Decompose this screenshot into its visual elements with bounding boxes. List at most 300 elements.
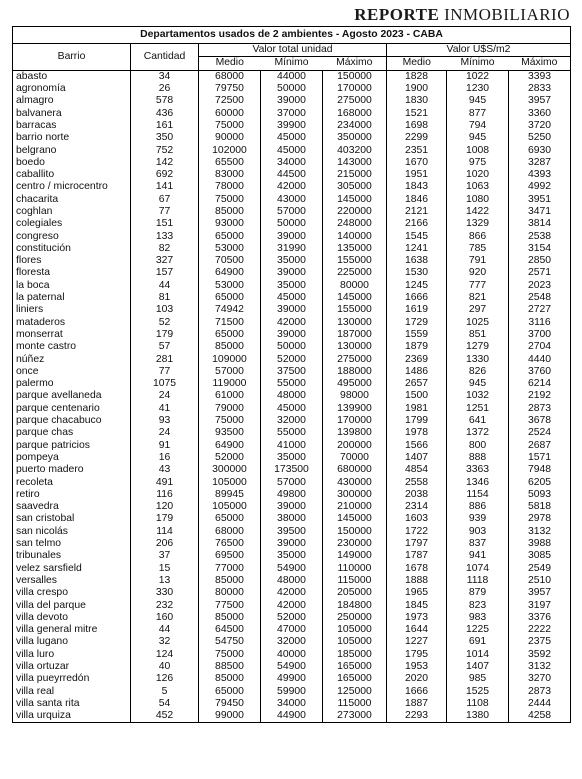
cell-cantidad: 77 (131, 206, 199, 218)
cell-usd-medio: 1619 (387, 304, 447, 316)
cell-usd-minimo: 1251 (447, 403, 509, 415)
table-row (13, 513, 571, 525)
cell-usd-maximo: 3085 (509, 550, 571, 562)
cell-usd-maximo: 2510 (509, 575, 571, 587)
cell-usd-minimo: 1014 (447, 649, 509, 661)
cell-usd-medio: 4854 (387, 464, 447, 476)
cell-usd-maximo: 2023 (509, 280, 571, 292)
cell-cantidad: 44 (131, 280, 199, 292)
cell-total-minimo: 34000 (261, 698, 323, 710)
cell-total-maximo: 168000 (323, 107, 387, 119)
cell-usd-medio: 1981 (387, 403, 447, 415)
cell-total-minimo: 52000 (261, 612, 323, 624)
cell-total-minimo: 55000 (261, 427, 323, 439)
cell-usd-medio: 2121 (387, 206, 447, 218)
cell-usd-medio: 1666 (387, 685, 447, 697)
cell-total-medio: 65000 (199, 513, 261, 525)
table-row (13, 243, 571, 255)
header-cantidad: Cantidad (131, 44, 199, 71)
table-row (13, 612, 571, 624)
table-row (13, 317, 571, 329)
cell-total-medio: 78000 (199, 181, 261, 193)
cell-usd-maximo: 3700 (509, 329, 571, 341)
cell-total-maximo: 170000 (323, 83, 387, 95)
cell-total-maximo: 150000 (323, 70, 387, 83)
cell-cantidad: 16 (131, 452, 199, 464)
cell-total-medio: 105000 (199, 501, 261, 513)
cell-barrio: chacarita (13, 194, 131, 206)
table-row (13, 83, 571, 95)
cell-total-maximo: 215000 (323, 169, 387, 181)
cell-total-maximo: 225000 (323, 267, 387, 279)
cell-total-maximo: 210000 (323, 501, 387, 513)
table-row (13, 575, 571, 587)
cell-total-maximo: 165000 (323, 673, 387, 685)
cell-cantidad: 232 (131, 599, 199, 611)
cell-barrio: monte castro (13, 341, 131, 353)
cell-usd-minimo: 821 (447, 292, 509, 304)
cell-barrio: villa urquiza (13, 710, 131, 723)
cell-total-maximo: 130000 (323, 341, 387, 353)
cell-usd-maximo: 2978 (509, 513, 571, 525)
cell-barrio: san nicolás (13, 526, 131, 538)
cell-usd-maximo: 3720 (509, 120, 571, 132)
cell-total-maximo: 230000 (323, 538, 387, 550)
table-row (13, 526, 571, 538)
cell-total-minimo: 39000 (261, 329, 323, 341)
cell-total-medio: 54750 (199, 636, 261, 648)
cell-usd-minimo: 641 (447, 415, 509, 427)
cell-usd-maximo: 4258 (509, 710, 571, 723)
cell-total-minimo: 39500 (261, 526, 323, 538)
cell-total-medio: 102000 (199, 144, 261, 156)
cell-total-minimo: 39000 (261, 501, 323, 513)
cell-total-minimo: 42000 (261, 181, 323, 193)
cell-usd-minimo: 791 (447, 255, 509, 267)
cell-usd-maximo: 5818 (509, 501, 571, 513)
price-table (12, 26, 571, 723)
cell-usd-medio: 1846 (387, 194, 447, 206)
cell-usd-maximo: 2222 (509, 624, 571, 636)
cell-usd-maximo: 3814 (509, 218, 571, 230)
cell-usd-minimo: 1063 (447, 181, 509, 193)
cell-cantidad: 67 (131, 194, 199, 206)
cell-total-medio: 85000 (199, 612, 261, 624)
table-row (13, 649, 571, 661)
cell-cantidad: 103 (131, 304, 199, 316)
cell-usd-minimo: 1022 (447, 70, 509, 83)
cell-usd-maximo: 2704 (509, 341, 571, 353)
cell-cantidad: 34 (131, 70, 199, 83)
cell-total-medio: 64900 (199, 267, 261, 279)
cell-usd-medio: 1603 (387, 513, 447, 525)
table-row (13, 685, 571, 697)
cell-total-medio: 68000 (199, 526, 261, 538)
cell-barrio: villa del parque (13, 599, 131, 611)
cell-usd-maximo: 3678 (509, 415, 571, 427)
cell-cantidad: 133 (131, 230, 199, 242)
cell-total-maximo: 188000 (323, 366, 387, 378)
cell-usd-medio: 1888 (387, 575, 447, 587)
cell-usd-medio: 1678 (387, 562, 447, 574)
table-row (13, 353, 571, 365)
cell-total-minimo: 38000 (261, 513, 323, 525)
cell-total-maximo: 98000 (323, 390, 387, 402)
cell-usd-minimo: 1346 (447, 476, 509, 488)
cell-usd-medio: 1638 (387, 255, 447, 267)
table-row (13, 341, 571, 353)
cell-usd-medio: 1500 (387, 390, 447, 402)
table-row (13, 70, 571, 83)
cell-cantidad: 120 (131, 501, 199, 513)
table-row (13, 292, 571, 304)
table-title: Departamentos usados de 2 ambientes - Agosto 2023 - CABA (13, 27, 571, 44)
cell-barrio: parque chacabuco (13, 415, 131, 427)
cell-total-minimo: 42000 (261, 587, 323, 599)
cell-usd-minimo: 1225 (447, 624, 509, 636)
cell-barrio: palermo (13, 378, 131, 390)
cell-usd-minimo: 785 (447, 243, 509, 255)
table-row (13, 587, 571, 599)
cell-barrio: tribunales (13, 550, 131, 562)
header-total-medio: Medio (199, 57, 261, 70)
cell-total-medio: 85000 (199, 673, 261, 685)
cell-total-maximo: 105000 (323, 636, 387, 648)
table-row (13, 415, 571, 427)
cell-cantidad: 161 (131, 120, 199, 132)
cell-cantidad: 37 (131, 550, 199, 562)
table-row (13, 107, 571, 119)
cell-total-minimo: 40000 (261, 649, 323, 661)
cell-cantidad: 77 (131, 366, 199, 378)
cell-usd-medio: 2299 (387, 132, 447, 144)
cell-barrio: floresta (13, 267, 131, 279)
cell-usd-medio: 1666 (387, 292, 447, 304)
cell-total-medio: 75000 (199, 120, 261, 132)
cell-usd-medio: 2351 (387, 144, 447, 156)
table-row (13, 562, 571, 574)
cell-barrio: villa crespo (13, 587, 131, 599)
table-row (13, 194, 571, 206)
cell-usd-minimo: 945 (447, 132, 509, 144)
cell-total-medio: 75000 (199, 649, 261, 661)
cell-usd-medio: 2657 (387, 378, 447, 390)
cell-usd-minimo: 800 (447, 440, 509, 452)
cell-usd-medio: 1241 (387, 243, 447, 255)
cell-usd-minimo: 879 (447, 587, 509, 599)
cell-total-minimo: 47000 (261, 624, 323, 636)
cell-usd-medio: 1566 (387, 440, 447, 452)
cell-total-maximo: 149000 (323, 550, 387, 562)
cell-usd-medio: 1828 (387, 70, 447, 83)
cell-barrio: villa devoto (13, 612, 131, 624)
cell-cantidad: 15 (131, 562, 199, 574)
cell-total-medio: 76500 (199, 538, 261, 550)
cell-total-minimo: 35000 (261, 280, 323, 292)
cell-total-minimo: 44900 (261, 710, 323, 723)
cell-cantidad: 436 (131, 107, 199, 119)
cell-usd-minimo: 1422 (447, 206, 509, 218)
cell-usd-minimo: 826 (447, 366, 509, 378)
cell-total-medio: 105000 (199, 476, 261, 488)
cell-usd-medio: 1978 (387, 427, 447, 439)
cell-cantidad: 350 (131, 132, 199, 144)
table-body (13, 70, 571, 723)
cell-cantidad: 126 (131, 673, 199, 685)
cell-usd-maximo: 7948 (509, 464, 571, 476)
cell-total-minimo: 54900 (261, 661, 323, 673)
cell-cantidad: 13 (131, 575, 199, 587)
cell-usd-maximo: 3957 (509, 587, 571, 599)
cell-usd-medio: 1799 (387, 415, 447, 427)
cell-usd-maximo: 2850 (509, 255, 571, 267)
cell-total-maximo: 145000 (323, 194, 387, 206)
cell-total-minimo: 37500 (261, 366, 323, 378)
cell-total-medio: 77000 (199, 562, 261, 574)
cell-total-medio: 75000 (199, 194, 261, 206)
cell-barrio: parque patricios (13, 440, 131, 452)
cell-usd-minimo: 983 (447, 612, 509, 624)
cell-usd-maximo: 3197 (509, 599, 571, 611)
cell-usd-minimo: 903 (447, 526, 509, 538)
cell-total-medio: 99000 (199, 710, 261, 723)
cell-cantidad: 491 (131, 476, 199, 488)
cell-cantidad: 5 (131, 685, 199, 697)
cell-usd-minimo: 1074 (447, 562, 509, 574)
cell-total-minimo: 54900 (261, 562, 323, 574)
cell-cantidad: 160 (131, 612, 199, 624)
cell-usd-medio: 1830 (387, 95, 447, 107)
cell-total-minimo: 41000 (261, 440, 323, 452)
cell-usd-maximo: 3393 (509, 70, 571, 83)
cell-total-maximo: 300000 (323, 489, 387, 501)
cell-total-minimo: 39000 (261, 95, 323, 107)
cell-usd-minimo: 823 (447, 599, 509, 611)
cell-cantidad: 142 (131, 157, 199, 169)
cell-cantidad: 692 (131, 169, 199, 181)
cell-total-minimo: 43000 (261, 194, 323, 206)
cell-total-maximo: 220000 (323, 206, 387, 218)
cell-cantidad: 206 (131, 538, 199, 550)
cell-total-maximo: 115000 (323, 698, 387, 710)
cell-total-maximo: 130000 (323, 317, 387, 329)
cell-total-maximo: 140000 (323, 230, 387, 242)
cell-total-medio: 53000 (199, 280, 261, 292)
cell-total-medio: 68000 (199, 70, 261, 83)
cell-usd-maximo: 2444 (509, 698, 571, 710)
cell-total-maximo: 273000 (323, 710, 387, 723)
cell-usd-maximo: 3957 (509, 95, 571, 107)
cell-cantidad: 41 (131, 403, 199, 415)
cell-barrio: agronomía (13, 83, 131, 95)
cell-usd-medio: 1887 (387, 698, 447, 710)
cell-usd-maximo: 4393 (509, 169, 571, 181)
cell-usd-minimo: 851 (447, 329, 509, 341)
cell-usd-minimo: 1330 (447, 353, 509, 365)
cell-cantidad: 141 (131, 181, 199, 193)
cell-total-minimo: 50000 (261, 341, 323, 353)
table-row (13, 538, 571, 550)
cell-total-maximo: 305000 (323, 181, 387, 193)
cell-total-maximo: 115000 (323, 575, 387, 587)
cell-barrio: parque chas (13, 427, 131, 439)
cell-usd-maximo: 2375 (509, 636, 571, 648)
table-row (13, 120, 571, 132)
cell-usd-maximo: 2727 (509, 304, 571, 316)
cell-total-minimo: 39000 (261, 230, 323, 242)
cell-usd-medio: 1530 (387, 267, 447, 279)
cell-usd-minimo: 1154 (447, 489, 509, 501)
cell-barrio: la paternal (13, 292, 131, 304)
table-row (13, 255, 571, 267)
cell-usd-minimo: 1372 (447, 427, 509, 439)
table-row (13, 710, 571, 723)
cell-barrio: san cristobal (13, 513, 131, 525)
cell-total-maximo: 185000 (323, 649, 387, 661)
cell-usd-minimo: 1080 (447, 194, 509, 206)
cell-usd-minimo: 945 (447, 95, 509, 107)
cell-cantidad: 179 (131, 513, 199, 525)
cell-total-medio: 89945 (199, 489, 261, 501)
cell-total-maximo: 125000 (323, 685, 387, 697)
cell-usd-maximo: 3376 (509, 612, 571, 624)
cell-total-minimo: 35000 (261, 550, 323, 562)
cell-cantidad: 114 (131, 526, 199, 538)
cell-total-maximo: 143000 (323, 157, 387, 169)
table-row (13, 132, 571, 144)
table-row (13, 378, 571, 390)
cell-usd-maximo: 6214 (509, 378, 571, 390)
cell-total-minimo: 48000 (261, 390, 323, 402)
cell-usd-maximo: 3116 (509, 317, 571, 329)
cell-barrio: almagro (13, 95, 131, 107)
cell-total-maximo: 105000 (323, 624, 387, 636)
cell-total-minimo: 49800 (261, 489, 323, 501)
cell-total-medio: 77500 (199, 599, 261, 611)
table-row (13, 599, 571, 611)
cell-usd-medio: 1729 (387, 317, 447, 329)
cell-total-minimo: 50000 (261, 218, 323, 230)
cell-cantidad: 91 (131, 440, 199, 452)
cell-cantidad: 452 (131, 710, 199, 723)
table-row (13, 157, 571, 169)
table-row (13, 403, 571, 415)
cell-total-medio: 65000 (199, 292, 261, 304)
cell-total-medio: 75000 (199, 415, 261, 427)
cell-barrio: mataderos (13, 317, 131, 329)
header-usd-medio: Medio (387, 57, 447, 70)
cell-total-medio: 64500 (199, 624, 261, 636)
cell-total-maximo: 150000 (323, 526, 387, 538)
cell-usd-medio: 2020 (387, 673, 447, 685)
cell-usd-minimo: 1020 (447, 169, 509, 181)
cell-total-minimo: 52000 (261, 353, 323, 365)
cell-usd-minimo: 837 (447, 538, 509, 550)
table-row (13, 304, 571, 316)
cell-total-maximo: 403200 (323, 144, 387, 156)
cell-total-maximo: 680000 (323, 464, 387, 476)
table-row (13, 181, 571, 193)
cell-total-medio: 300000 (199, 464, 261, 476)
cell-total-minimo: 50000 (261, 83, 323, 95)
cell-usd-medio: 1965 (387, 587, 447, 599)
table-row (13, 366, 571, 378)
cell-usd-medio: 2166 (387, 218, 447, 230)
cell-total-maximo: 70000 (323, 452, 387, 464)
cell-usd-maximo: 2548 (509, 292, 571, 304)
cell-cantidad: 93 (131, 415, 199, 427)
cell-total-medio: 93000 (199, 218, 261, 230)
cell-total-medio: 119000 (199, 378, 261, 390)
cell-usd-medio: 1521 (387, 107, 447, 119)
cell-usd-maximo: 3592 (509, 649, 571, 661)
cell-total-medio: 88500 (199, 661, 261, 673)
cell-usd-minimo: 945 (447, 378, 509, 390)
cell-barrio: abasto (13, 70, 131, 83)
cell-total-medio: 72500 (199, 95, 261, 107)
cell-total-medio: 90000 (199, 132, 261, 144)
cell-total-minimo: 39000 (261, 304, 323, 316)
cell-usd-minimo: 1525 (447, 685, 509, 697)
cell-total-maximo: 275000 (323, 95, 387, 107)
cell-total-maximo: 139900 (323, 403, 387, 415)
cell-total-medio: 64900 (199, 440, 261, 452)
cell-total-minimo: 59900 (261, 685, 323, 697)
table-row (13, 636, 571, 648)
cell-usd-maximo: 3132 (509, 526, 571, 538)
cell-total-maximo: 110000 (323, 562, 387, 574)
cell-total-medio: 65500 (199, 157, 261, 169)
cell-total-minimo: 49900 (261, 673, 323, 685)
cell-total-medio: 53000 (199, 243, 261, 255)
cell-total-medio: 60000 (199, 107, 261, 119)
cell-usd-maximo: 3270 (509, 673, 571, 685)
cell-usd-minimo: 1008 (447, 144, 509, 156)
cell-total-minimo: 173500 (261, 464, 323, 476)
cell-total-maximo: 350000 (323, 132, 387, 144)
cell-cantidad: 281 (131, 353, 199, 365)
cell-total-maximo: 80000 (323, 280, 387, 292)
cell-total-medio: 71500 (199, 317, 261, 329)
cell-barrio: villa santa rita (13, 698, 131, 710)
cell-total-minimo: 44000 (261, 70, 323, 83)
cell-usd-medio: 2314 (387, 501, 447, 513)
table-row (13, 698, 571, 710)
cell-total-maximo: 155000 (323, 255, 387, 267)
cell-total-medio: 69500 (199, 550, 261, 562)
cell-usd-minimo: 985 (447, 673, 509, 685)
cell-total-maximo: 145000 (323, 513, 387, 525)
cell-total-minimo: 57000 (261, 206, 323, 218)
cell-barrio: villa ortuzar (13, 661, 131, 673)
cell-barrio: coghlan (13, 206, 131, 218)
cell-total-medio: 74942 (199, 304, 261, 316)
cell-usd-minimo: 886 (447, 501, 509, 513)
cell-usd-minimo: 3363 (447, 464, 509, 476)
cell-total-medio: 70500 (199, 255, 261, 267)
table-row (13, 218, 571, 230)
cell-usd-maximo: 4440 (509, 353, 571, 365)
table-row (13, 673, 571, 685)
table-row (13, 624, 571, 636)
cell-total-maximo: 430000 (323, 476, 387, 488)
cell-cantidad: 32 (131, 636, 199, 648)
cell-usd-minimo: 1025 (447, 317, 509, 329)
cell-cantidad: 116 (131, 489, 199, 501)
cell-total-minimo: 57000 (261, 476, 323, 488)
cell-total-minimo: 45000 (261, 144, 323, 156)
cell-usd-medio: 1559 (387, 329, 447, 341)
